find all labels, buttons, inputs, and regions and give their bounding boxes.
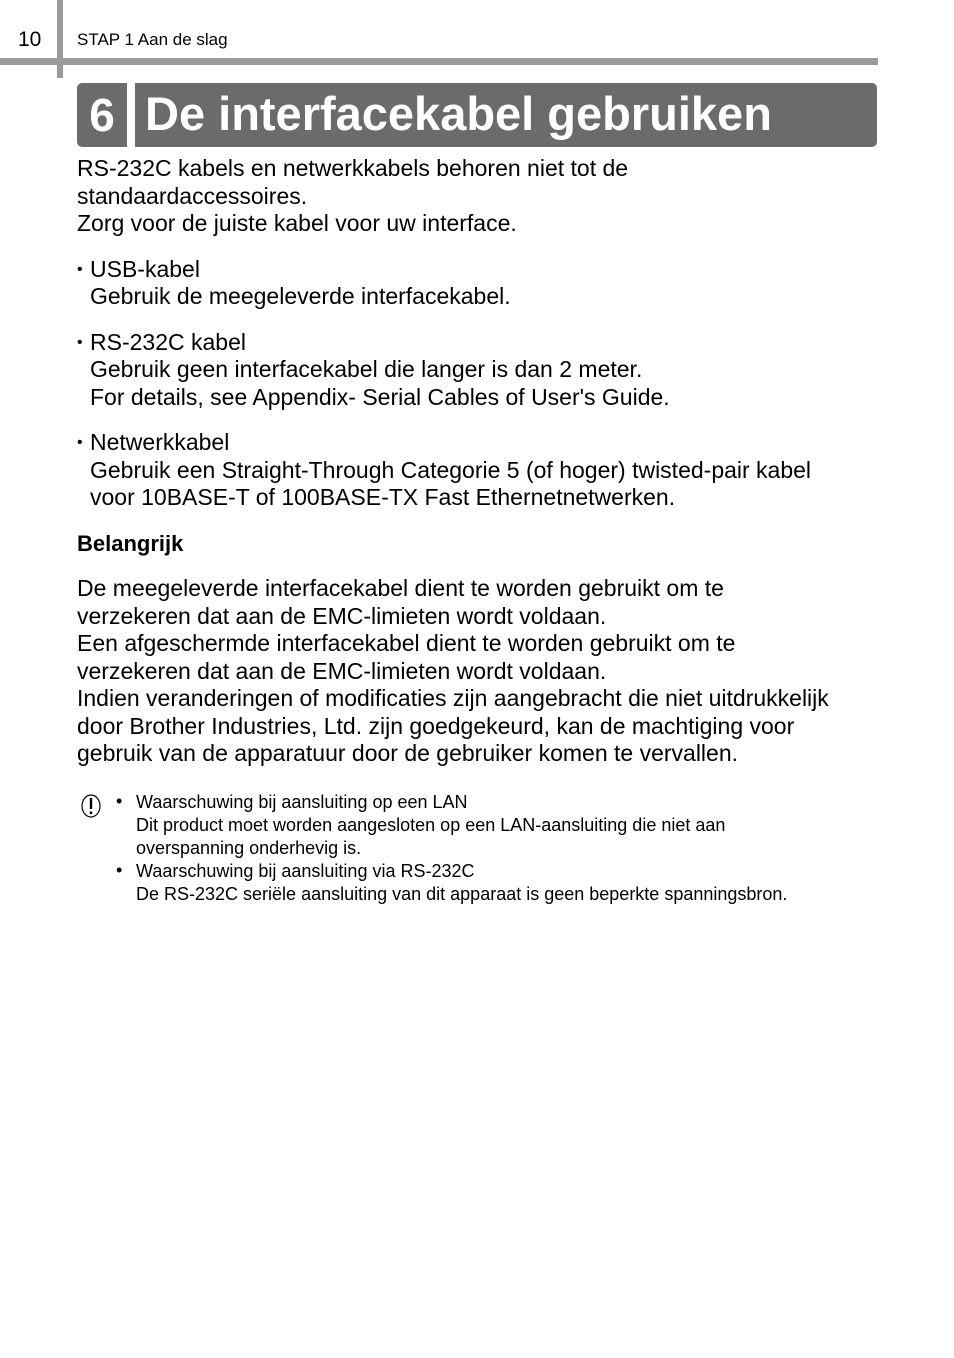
warning-item-rs232c	[116, 860, 886, 906]
important-line: De meegeleverde interfacekabel dient te worden gebruikt om te	[77, 575, 724, 601]
bullet-dot: •	[77, 333, 83, 351]
exclamation-icon	[80, 793, 102, 819]
header-horizontal-rule	[0, 58, 878, 65]
bullet-title: RS-232C kabel	[90, 328, 246, 355]
warning-line: De RS-232C seriële aansluiting van dit apparaat is geen beperkte spanningsbron.	[136, 884, 788, 904]
intro-paragraph	[77, 155, 877, 238]
important-line: verzekeren dat aan de EMC-limieten wordt voldaan.	[77, 657, 607, 684]
warning-title: Waarschuwing bij aansluiting via RS-232C	[136, 861, 475, 881]
bullet-line: For details, see Appendix- Serial Cables of User's Guide.	[90, 383, 670, 410]
bullet-title: USB-kabel	[90, 255, 200, 282]
bullet-dot: •	[77, 434, 83, 451]
bullet-line: voor 10BASE-T of 100BASE-TX Fast Ethernetnetwerken.	[90, 484, 676, 510]
important-line: Indien veranderingen of modificaties zijn aangebracht die niet uitdrukkelijk	[77, 685, 829, 711]
warning-list	[116, 791, 886, 906]
section-header	[77, 83, 877, 147]
bullet-line: Gebruik een Straight-Through Categorie 5 (of hoger) twisted-pair kabel	[90, 456, 812, 483]
bullet-network	[77, 429, 877, 512]
page-number: 10	[18, 28, 42, 51]
warning-line: overspanning onderhevig is.	[136, 838, 362, 858]
main-content	[77, 155, 877, 768]
bullet-line: Gebruik geen interfacekabel die langer is dan 2 meter.	[90, 356, 643, 382]
bullet-title: Netwerkkabel	[90, 429, 230, 455]
important-paragraph	[77, 575, 877, 768]
warning-line: Dit product moet worden aangesloten op een LAN-aansluiting die niet aan	[136, 815, 726, 835]
warning-title: Waarschuwing bij aansluiting op een LAN	[136, 792, 468, 812]
header-vertical-rule	[57, 0, 63, 78]
important-heading: Belangrijk	[77, 530, 184, 556]
intro-line: Zorg voor de juiste kabel voor uw interface.	[77, 210, 517, 236]
important-line: door Brother Industries, Ltd. zijn goedgekeurd, kan de machtiging voor	[77, 712, 795, 739]
bullet-dot: •	[77, 260, 83, 278]
important-line: gebruik van de apparatuur door de gebruiker komen te vervallen.	[77, 740, 739, 766]
bullet-usb	[77, 256, 877, 311]
intro-line: standaardaccessoires.	[77, 182, 308, 209]
warning-item-lan	[116, 791, 886, 860]
section-title: De interfacekabel gebruiken	[135, 83, 877, 147]
bullet-rs232c	[77, 329, 877, 412]
warning-bullet: •	[116, 791, 123, 811]
section-number: 6	[77, 83, 127, 147]
important-line: Een afgeschermde interfacekabel dient te worden gebruikt om te	[77, 630, 736, 656]
intro-line: RS-232C kabels en netwerkkabels behoren niet tot de	[77, 155, 629, 181]
important-line: verzekeren dat aan de EMC-limieten wordt voldaan.	[77, 602, 607, 629]
warning-bullet: •	[116, 860, 123, 880]
running-head: STAP 1 Aan de slag	[77, 30, 228, 49]
bullet-line: Gebruik de meegeleverde interfacekabel.	[90, 283, 511, 309]
